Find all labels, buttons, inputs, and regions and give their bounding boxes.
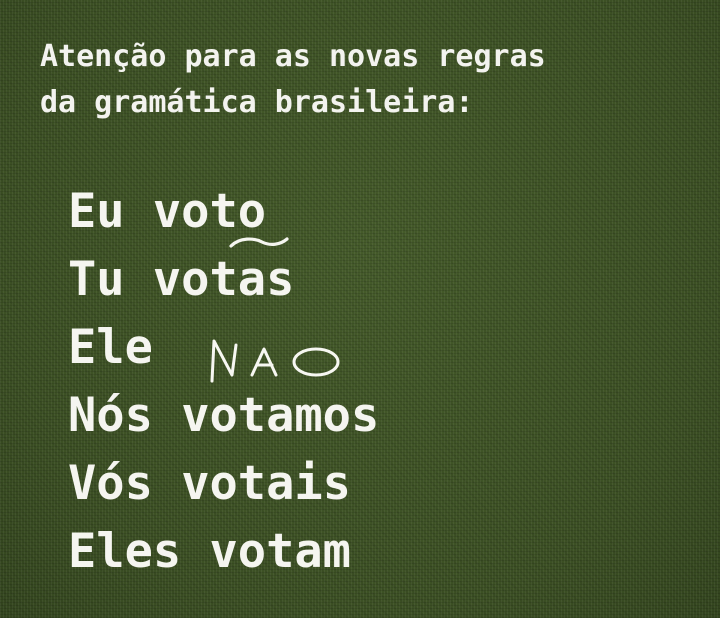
pronoun-ele: Ele [68, 320, 153, 375]
conjugation-row-nos [68, 382, 379, 450]
conjugation-row-eles [68, 518, 379, 586]
pronoun-nos: Nós [68, 388, 153, 443]
pronoun-eles: Eles [68, 524, 182, 579]
conjugation-row-eu [68, 178, 379, 246]
conjugation-row-tu [68, 246, 379, 314]
heading-line-1: Atenção para as novas regras [40, 39, 546, 74]
heading [40, 34, 546, 126]
pronoun-eu: Eu [68, 184, 125, 239]
handwritten-tilde-stroke [228, 236, 290, 250]
pronoun-vos: Vós [68, 456, 153, 511]
heading-line-2: da gramática brasileira: [40, 85, 474, 120]
verb-votais: votais [181, 456, 351, 511]
verb-votas-wrapper [153, 246, 294, 314]
verb-votam: votam [209, 524, 351, 579]
verb-votas: votas [152, 252, 295, 307]
pronoun-tu: Tu [68, 252, 125, 307]
verb-votamos: votamos [181, 388, 380, 443]
verb-voto: voto [152, 184, 267, 239]
handwritten-nao [206, 335, 366, 385]
conjugation-row-vos [68, 450, 379, 518]
